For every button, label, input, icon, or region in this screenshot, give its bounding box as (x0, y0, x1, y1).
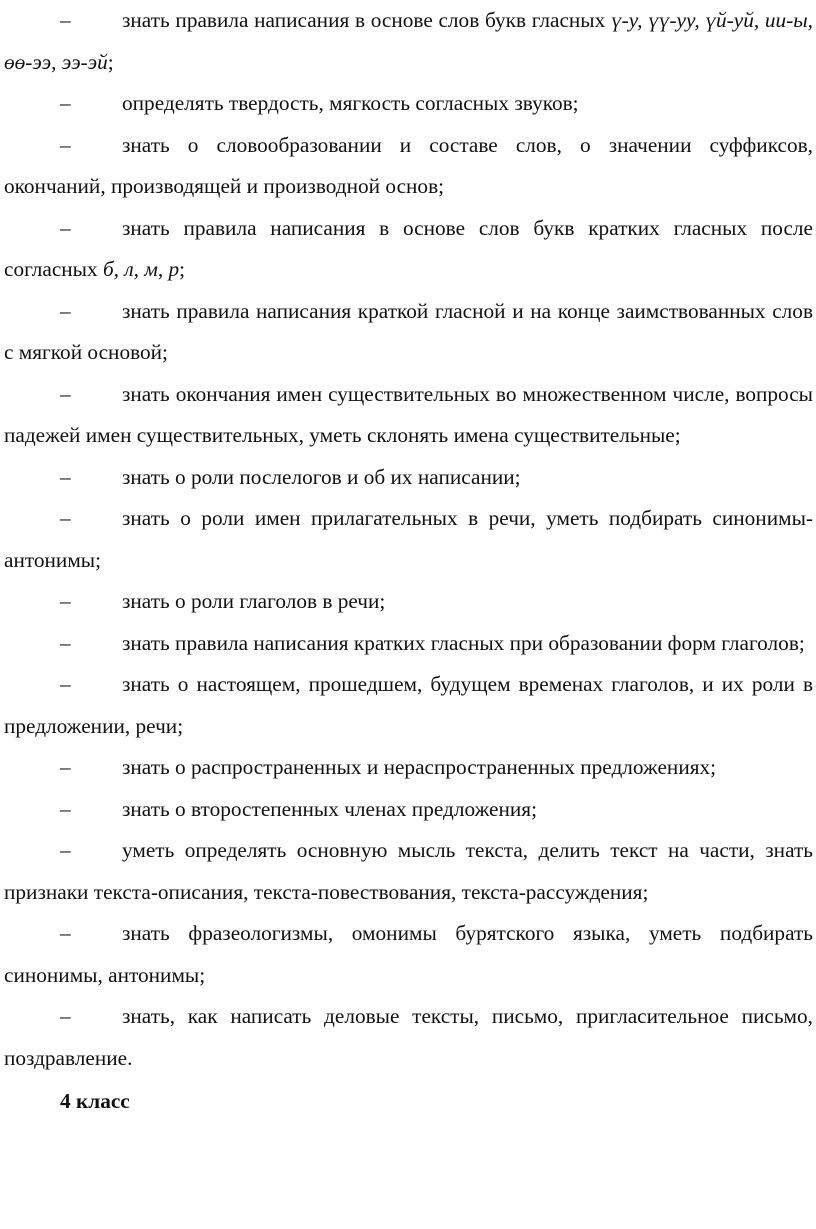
list-item-business-texts (4, 996, 813, 1079)
dash-marker: – (60, 589, 71, 613)
dash-marker: – (60, 8, 71, 32)
list-item-verb-tenses (4, 664, 813, 747)
list-item-text-types (4, 830, 813, 913)
list-item-sentences (4, 747, 813, 789)
list-item-text: знать о словообразовании и составе слов, о значении суффиксов, окончаний, производящей и производной основ; (4, 132, 813, 198)
dash-marker: – (60, 506, 71, 530)
dash-marker: – (60, 838, 71, 862)
list-item-text: знать правила написания кратких гласных при образовании форм глаголов; (122, 630, 805, 655)
list-item-text: знать о роли имен прилагательных в речи, уметь подбирать синонимы-антонимы; (4, 506, 813, 572)
list-item-word-formation (4, 125, 813, 208)
list-item-vowel-spelling (4, 0, 813, 83)
list-item-verb-forms (4, 623, 813, 665)
list-item-text: знать, как написать деловые тексты, письмо, пригласительное письмо, поздравление. (4, 1004, 813, 1070)
list-item-consonant-hardness (4, 83, 813, 125)
list-item-text: знать фразеологизмы, омонимы бурятского языка, уметь подбирать синонимы, антонимы; (4, 921, 813, 987)
dash-marker: – (60, 91, 71, 115)
list-item-text: знать о распространенных и нераспространенных предложениях; (122, 755, 717, 779)
dash-marker: – (60, 672, 71, 696)
document-page (4, 0, 813, 1123)
list-item-tail: ; (179, 257, 186, 281)
list-item-text: знать правила написания в основе слов букв гласных (122, 8, 611, 32)
dash-marker: – (60, 298, 71, 323)
list-item-tail: ; (107, 49, 114, 74)
dash-marker: – (60, 464, 71, 489)
list-item-adjectives (4, 498, 813, 581)
list-item-text: знать о второстепенных членах предложения; (122, 796, 537, 821)
list-item-text: знать правила написания краткой гласной и на конце заимствованных слов с мягкой основой; (4, 298, 813, 364)
section-heading: 4 класс (60, 1089, 130, 1113)
list-item-italic-examples: б, л, м, р (102, 257, 180, 281)
dash-marker: – (60, 630, 71, 655)
list-item-secondary-members (4, 789, 813, 831)
list-item-text: знать о настоящем, прошедшем, будущем временах глаголов, и их роли в предложении, речи; (4, 672, 813, 738)
list-item-text: знать о роли глаголов в речи; (122, 589, 386, 613)
list-item-text: определять твердость, мягкость согласных звуков; (122, 91, 579, 115)
dash-marker: – (60, 755, 71, 779)
list-item-text: знать о роли послелогов и об их написании; (122, 464, 521, 489)
list-item-text: знать окончания имен существительных во множественном числе, вопросы падежей имен существительных, уметь склонять имена существительные; (4, 381, 813, 447)
dash-marker: – (60, 132, 71, 157)
dash-marker: – (60, 381, 71, 406)
dash-marker: – (60, 921, 71, 945)
list-item-verbs-role (4, 581, 813, 623)
list-item-text: уметь определять основную мысль текста, делить текст на части, знать признаки текста-описания, текста-повествования, текста-рассуждения; (4, 838, 813, 904)
dash-marker: – (60, 1004, 71, 1028)
list-item-postpositions (4, 457, 813, 499)
list-item-italic-examples: ү-у, үү-уу, үй-уй, ии-ы, өө-ээ, ээ-эй (4, 8, 813, 74)
list-item-noun-endings (4, 374, 813, 457)
list-item-phraseology (4, 913, 813, 996)
dash-marker: – (60, 215, 71, 240)
list-item-short-vowels (4, 208, 813, 291)
list-item-borrowed-words (4, 291, 813, 374)
dash-marker: – (60, 796, 71, 821)
list-item-text: знать правила написания в основе слов букв кратких гласных после согласных (4, 215, 813, 281)
